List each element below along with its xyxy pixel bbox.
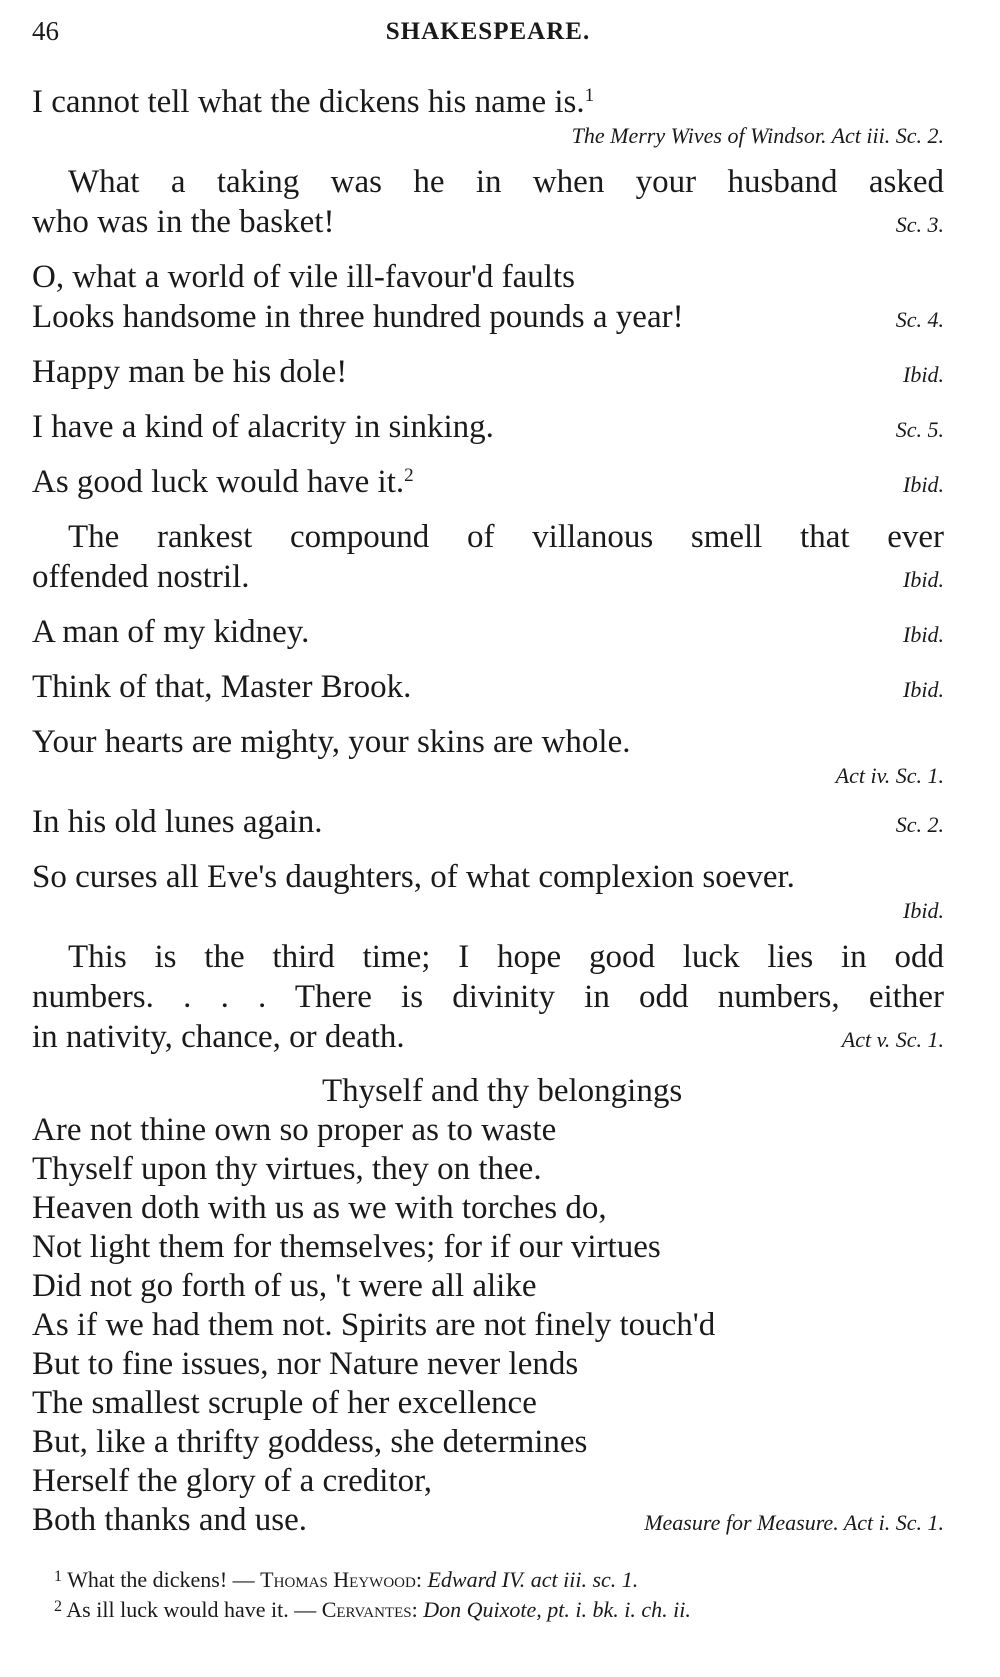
quote-entry bbox=[32, 162, 944, 245]
footnote-number: 2 bbox=[54, 1598, 62, 1615]
verse-line: Are not thine own so proper as to waste bbox=[32, 1112, 557, 1148]
quote-text: I cannot tell what the dickens his name is. bbox=[32, 84, 585, 120]
footnotes bbox=[54, 1565, 944, 1625]
quote-entry bbox=[32, 82, 944, 150]
quote-text: who was in the basket! bbox=[32, 204, 335, 240]
footnote-work: Don Quixote, pt. i. bk. i. ch. ii. bbox=[423, 1597, 691, 1622]
quote-text: Your hearts are mighty, your skins are whole. bbox=[32, 724, 631, 760]
quote-text: O, what a world of vile ill-favour'd faults bbox=[32, 259, 575, 295]
running-head: SHAKESPEARE. bbox=[385, 18, 591, 45]
book-page bbox=[32, 0, 944, 1677]
quote-text: The rankest compound of villanous smell that ever bbox=[68, 519, 944, 555]
footnote-author: Cervantes bbox=[321, 1597, 412, 1622]
quote-entry bbox=[32, 802, 944, 845]
footnote-number: 1 bbox=[54, 1568, 62, 1585]
verse-line: Thyself and thy belongings bbox=[322, 1073, 683, 1109]
verse-line: But to fine issues, nor Nature never lends bbox=[32, 1346, 579, 1382]
footnote-marker: 2 bbox=[404, 465, 414, 486]
verse-line: The smallest scruple of her excellence bbox=[32, 1385, 537, 1421]
quote-source: Ibid. bbox=[903, 677, 944, 702]
quote-source: Sc. 4. bbox=[895, 307, 944, 332]
quote-entry bbox=[32, 352, 944, 395]
verse-line: Herself the glory of a creditor, bbox=[32, 1463, 433, 1499]
footnote-author: Thomas Heywood bbox=[260, 1567, 416, 1592]
quote-source: Ibid. bbox=[903, 898, 944, 923]
quote-entry bbox=[32, 407, 944, 450]
verse-line: Did not go forth of us, 't were all alike bbox=[32, 1268, 537, 1304]
quote-text: As good luck would have it. bbox=[32, 464, 405, 500]
quote-source: Sc. 2. bbox=[895, 812, 944, 837]
quote-text: Looks handsome in three hundred pounds a year! bbox=[32, 299, 684, 335]
quote-text: offended nostril. bbox=[32, 559, 250, 595]
verse-line: Thyself upon thy virtues, they on thee. bbox=[32, 1151, 542, 1187]
quote-text: What a taking was he in when your husband asked bbox=[68, 164, 944, 200]
footnote bbox=[54, 1595, 944, 1625]
quote-text: So curses all Eve's daughters, of what complexion soever. bbox=[32, 859, 795, 895]
quote-source: Sc. 3. bbox=[895, 212, 944, 237]
quote-source: Ibid. bbox=[903, 622, 944, 647]
page-header bbox=[32, 12, 944, 52]
quote-source: Measure for Measure. Act i. Sc. 1. bbox=[644, 1510, 944, 1535]
verse-line: Both thanks and use. bbox=[32, 1502, 307, 1538]
quote-entry bbox=[32, 257, 944, 340]
verse-line: But, like a thrifty goddess, she determines bbox=[32, 1424, 588, 1460]
quote-source: The Merry Wives of Windsor. Act iii. Sc. 2. bbox=[571, 123, 944, 148]
footnote-text: What the dickens! — bbox=[67, 1567, 261, 1592]
quote-entry bbox=[32, 462, 944, 505]
quote-text: Happy man be his dole! bbox=[32, 354, 348, 390]
quote-entry bbox=[32, 517, 944, 600]
footnote-marker: 1 bbox=[584, 85, 595, 106]
quote-text: This is the third time; I hope good luck lies in odd bbox=[68, 939, 944, 975]
verse-line: Heaven doth with us as we with torches do, bbox=[32, 1190, 607, 1226]
quote-text: in nativity, chance, or death. bbox=[32, 1019, 405, 1055]
verse-passage bbox=[32, 1072, 944, 1542]
footnote-separator: : bbox=[411, 1597, 424, 1622]
verse-line: As if we had them not. Spirits are not finely touch'd bbox=[32, 1307, 716, 1343]
quotation-list bbox=[32, 82, 944, 1554]
quote-text: numbers. . . . There is divinity in odd numbers, either bbox=[32, 979, 944, 1015]
quote-source: Ibid. bbox=[903, 567, 944, 592]
quote-source: Ibid. bbox=[903, 472, 944, 497]
footnote-work: Edward IV. act iii. sc. 1. bbox=[427, 1567, 639, 1592]
footnote bbox=[54, 1565, 944, 1595]
footnote-text: As ill luck would have it. — bbox=[66, 1597, 322, 1622]
quote-entry bbox=[32, 857, 944, 925]
verse-line: Not light them for themselves; for if our virtues bbox=[32, 1229, 661, 1265]
page-number: 46 bbox=[32, 16, 59, 46]
quote-entry bbox=[32, 722, 944, 790]
quote-text: In his old lunes again. bbox=[32, 804, 323, 840]
quote-source: Act iv. Sc. 1. bbox=[835, 763, 944, 788]
quote-entry bbox=[32, 612, 944, 655]
quote-text: A man of my kidney. bbox=[32, 614, 310, 650]
quote-entry bbox=[32, 667, 944, 710]
quote-source: Ibid. bbox=[903, 362, 944, 387]
quote-source: Sc. 5. bbox=[895, 417, 944, 442]
quote-text: I have a kind of alacrity in sinking. bbox=[32, 409, 494, 445]
quote-entry bbox=[32, 937, 944, 1060]
quote-text: Think of that, Master Brook. bbox=[32, 669, 412, 705]
quote-source: Act v. Sc. 1. bbox=[841, 1027, 944, 1052]
footnote-separator: : bbox=[415, 1567, 428, 1592]
